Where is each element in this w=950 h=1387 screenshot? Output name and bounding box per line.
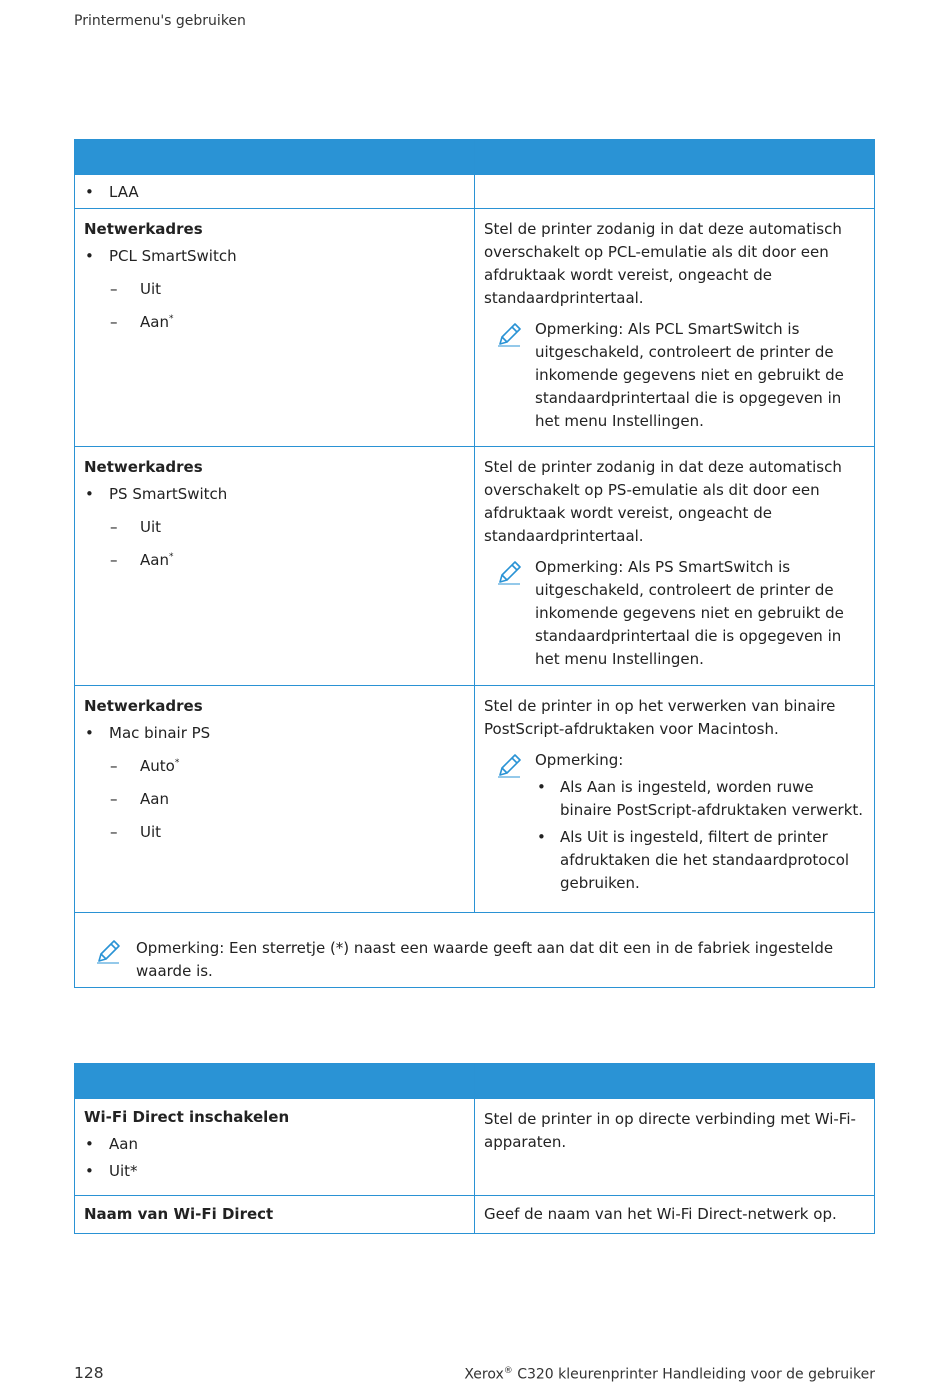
option-item: • Uit* [84, 1158, 465, 1185]
settings-table-1 [74, 139, 875, 988]
note-block: Opmerking: Als PS SmartSwitch is uitgeschakeld, controleert de printer de inkomende gegevens niet en gebruikt de standaardprintertaal die is opgegeven in het menu Instellingen. [484, 556, 865, 671]
option-item: • LAA [84, 181, 465, 204]
pencil-icon [496, 558, 524, 586]
setting-heading: Netwerkadres [84, 697, 203, 715]
note-block: Opmerking: Als PCL SmartSwitch is uitgeschakeld, controleert de printer de inkomende gegevens niet en gebruikt de standaardprintertaal die is opgegeven in het menu Instellingen. [484, 318, 865, 433]
table-row [75, 209, 875, 447]
setting-description: Stel de printer in op het verwerken van binaire PostScript-afdruktaken voor Macintosh. [484, 697, 836, 738]
option-item: • PS SmartSwitch [84, 483, 465, 506]
setting-description: Stel de printer zodanig in dat deze automatisch overschakelt op PS-emulatie als dit door een afdruktaak wordt vereist, ongeacht de standaardprintertaal. [484, 458, 842, 545]
table-header-row [75, 140, 875, 175]
note-block [484, 749, 865, 895]
table-header-cell [475, 140, 875, 175]
table-row [75, 175, 875, 209]
page-number: 128 [74, 1364, 104, 1382]
value-item: – Aan* [84, 549, 465, 572]
value-item: – Aan [84, 788, 465, 811]
table-header-cell [75, 140, 475, 175]
setting-description: Stel de printer in op directe verbinding met Wi-Fi-apparaten. [484, 1110, 856, 1151]
pencil-icon [496, 751, 524, 779]
table-row [75, 1099, 875, 1196]
settings-table-2 [74, 1063, 875, 1234]
setting-heading: Naam van Wi-Fi Direct [84, 1205, 274, 1223]
table-row [75, 1196, 875, 1234]
table-row [75, 447, 875, 686]
option-item: • Mac binair PS [84, 722, 465, 745]
option-item: • PCL SmartSwitch [84, 245, 465, 268]
running-header: Printermenu's gebruiken [74, 13, 246, 29]
footnote: Opmerking: Een sterretje (*) naast een waarde geeft aan dat dit een in de fabriek ingestelde waarde is. [75, 913, 874, 987]
table-header-cell [75, 1064, 475, 1099]
value-item: – Uit [84, 516, 465, 539]
pencil-icon [95, 937, 123, 965]
note-bullet: • Als Aan is ingesteld, worden ruwe binaire PostScript-afdruktaken verwerkt. [535, 776, 865, 822]
value-item: – Uit [84, 278, 465, 301]
table-footnote-row [75, 913, 875, 988]
running-footer: Xerox® C320 kleurenprinter Handleiding voor de gebruiker [464, 1366, 875, 1383]
table-row [75, 686, 875, 913]
value-item: – Aan* [84, 311, 465, 334]
table-header-row [75, 1064, 875, 1099]
note-title: Opmerking: [535, 751, 624, 769]
value-item: – Uit [84, 821, 465, 844]
setting-description: Geef de naam van het Wi-Fi Direct-netwerk op. [484, 1205, 837, 1223]
note-bullet: • Als Uit is ingesteld, filtert de printer afdruktaken die het standaardprotocol gebruiken. [535, 826, 865, 895]
pencil-icon [496, 320, 524, 348]
table-header-cell [475, 1064, 875, 1099]
setting-heading: Netwerkadres [84, 458, 203, 476]
option-item: • Aan [84, 1131, 465, 1158]
setting-description: Stel de printer zodanig in dat deze automatisch overschakelt op PCL-emulatie als dit door een afdruktaak wordt vereist, ongeacht de standaardprintertaal. [484, 220, 842, 307]
setting-heading: Netwerkadres [84, 220, 203, 238]
value-item: – Auto* [84, 755, 465, 778]
setting-heading: Wi-Fi Direct inschakelen [84, 1108, 290, 1126]
